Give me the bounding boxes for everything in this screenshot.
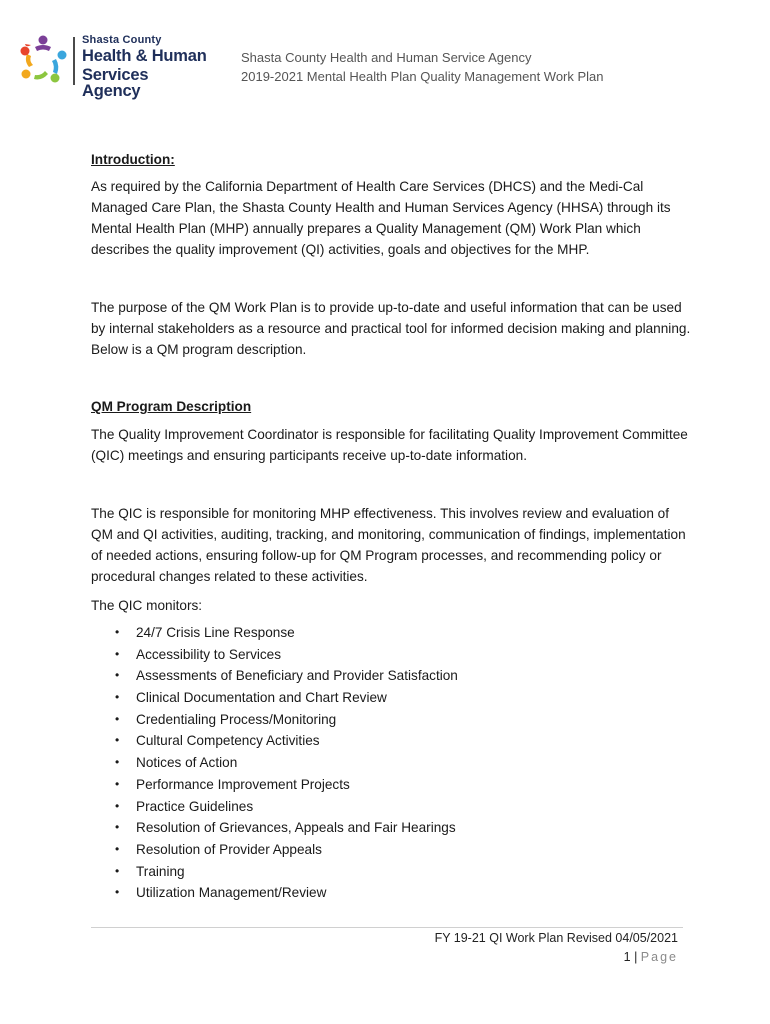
qi-coordinator-paragraph: The Quality Improvement Coordinator is responsible for facilitating Quality Improvement Committee (QIC) meetings and ensuring participants receive up-to-date information. xyxy=(91,427,688,463)
bullet-icon: • xyxy=(115,733,120,748)
list-item: • Credentialing Process/Monitoring xyxy=(91,709,458,731)
list-item: • Clinical Documentation and Chart Review xyxy=(91,687,458,709)
bullet-icon: • xyxy=(115,776,120,791)
qic-responsibility-paragraph: The QIC is responsible for monitoring MHP effectiveness. This involves review and evaluation of QM and QI activities, auditing, tracking, and monitoring, communication of findings, implementation of needed actions, ensuring follow-up for QM Program processes, and recommending policy or procedural changes related to these activities. xyxy=(91,506,686,584)
bullet-icon: • xyxy=(115,885,120,900)
list-item: • Performance Improvement Projects xyxy=(91,774,458,796)
page-number: 1 xyxy=(623,950,631,964)
page-word: Page xyxy=(640,950,678,964)
list-item: • Resolution of Grievances, Appeals and Fair Hearings xyxy=(91,817,458,839)
introduction-heading: Introduction: xyxy=(91,152,175,167)
document-header xyxy=(241,48,604,86)
header-agency-name: Shasta County Health and Human Service Agency xyxy=(241,50,532,65)
agency-logo xyxy=(18,34,208,100)
footer-page-label xyxy=(435,948,678,967)
bullet-icon: • xyxy=(115,625,120,639)
page-separator: | xyxy=(634,950,638,964)
introduction-paragraph: As required by the California Department of Health Care Services (DHCS) and the Medi-Cal Managed Care Plan, the Shasta County Health and Human Services Agency (HHSA) through its Mental Health Plan (MHP) annually prepares a Quality Management (QM) Work Plan which describes the quality improvement (QI) activities, goals and objectives for the MHP. xyxy=(91,179,671,257)
logo-line-services: Services Agency xyxy=(82,65,149,100)
list-item: • Cultural Competency Activities xyxy=(91,730,458,752)
people-circle-logo-icon xyxy=(18,34,68,86)
list-item: • Accessibility to Services xyxy=(91,644,458,666)
bullet-icon: • xyxy=(115,863,120,878)
logo-line-health: Health & Human xyxy=(82,47,207,65)
bullet-icon: • xyxy=(115,646,120,661)
bullet-icon: • xyxy=(115,690,120,705)
bullet-icon: • xyxy=(115,841,120,856)
list-item: • Practice Guidelines xyxy=(91,796,458,818)
logo-divider xyxy=(73,37,75,85)
list-item: • Resolution of Provider Appeals xyxy=(91,839,458,861)
purpose-paragraph: The purpose of the QM Work Plan is to provide up-to-date and useful information that can be used by internal stakeholders as a resource and practical tool for informed decision making and planning. Below is a QM program description. xyxy=(91,300,691,357)
list-item: • Notices of Action xyxy=(91,752,458,774)
bullet-icon: • xyxy=(115,755,120,770)
header-plan-title: 2019-2021 Mental Health Plan Quality Management Work Plan xyxy=(241,69,604,84)
qic-monitors-label: The QIC monitors: xyxy=(91,598,203,613)
qm-program-heading: QM Program Description xyxy=(91,399,252,414)
list-item: • 24/7 Crisis Line Response xyxy=(91,622,458,644)
logo-line-county: Shasta County xyxy=(82,34,162,46)
footer-revision: FY 19-21 QI Work Plan Revised 04/05/2021 xyxy=(434,931,678,945)
bullet-icon: • xyxy=(115,820,120,835)
logo-wordmark xyxy=(82,35,208,100)
bullet-icon: • xyxy=(115,711,120,726)
qic-monitors-list xyxy=(91,622,458,904)
list-item: • Utilization Management/Review xyxy=(91,882,458,904)
bullet-icon: • xyxy=(115,798,120,813)
list-item: • Assessments of Beneficiary and Provider Satisfaction xyxy=(91,665,458,687)
footer-divider xyxy=(91,927,683,928)
page-footer xyxy=(435,929,678,967)
list-item: • Training xyxy=(91,861,458,883)
bullet-icon: • xyxy=(115,668,120,683)
